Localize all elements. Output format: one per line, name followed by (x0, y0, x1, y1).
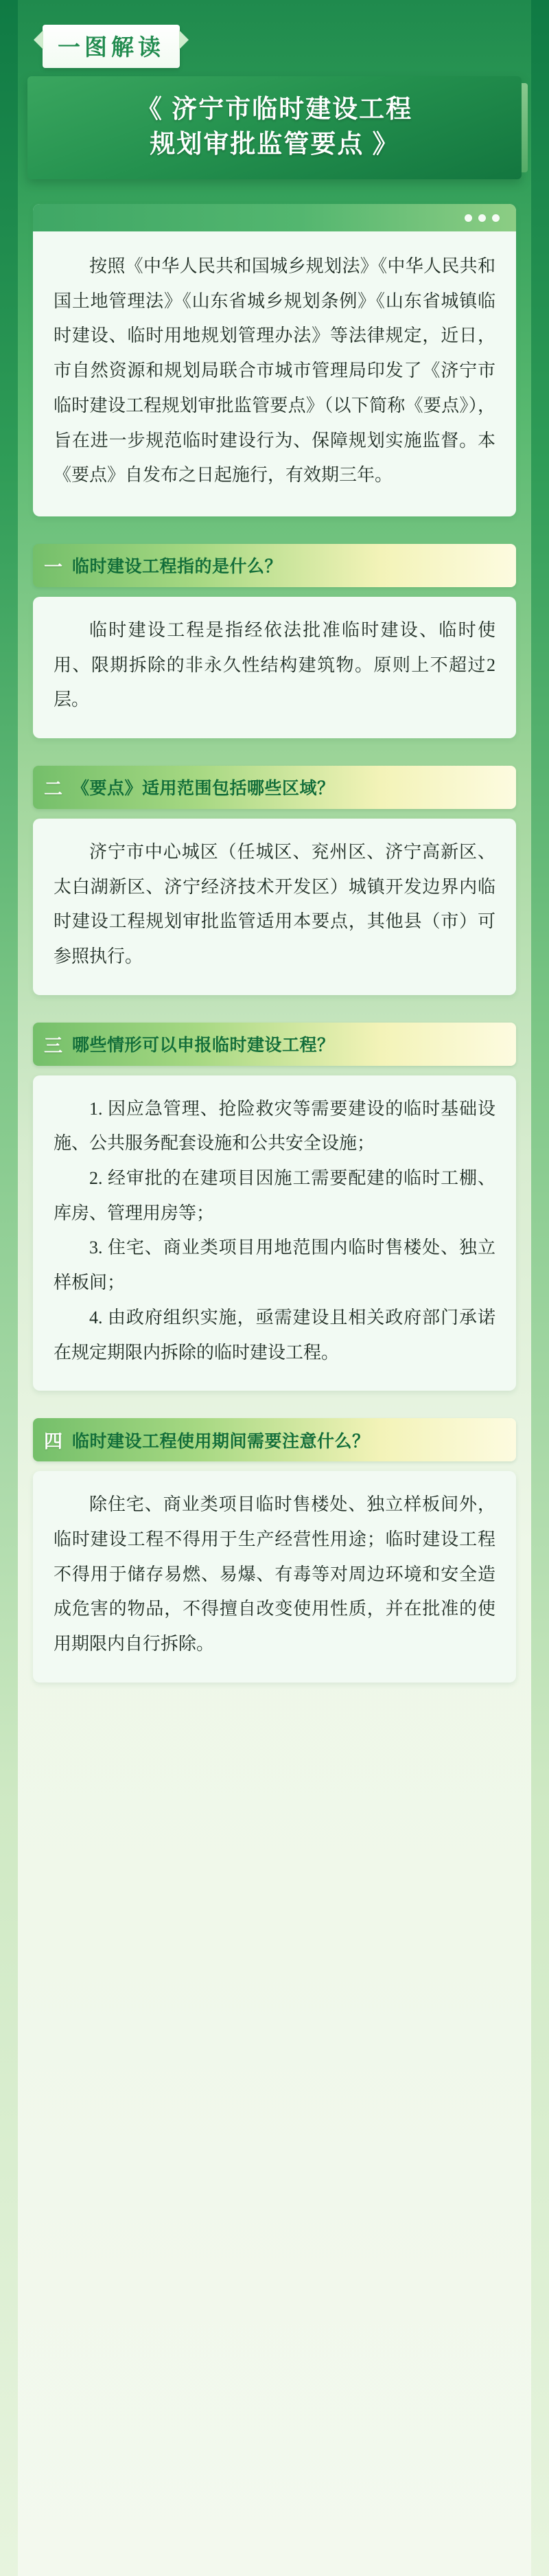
intro-body (33, 231, 516, 516)
qa-body-1 (33, 597, 516, 738)
left-edge-decoration (0, 0, 18, 2576)
intro-card-header-bar (33, 204, 516, 231)
intro-paragraph: 按照《中华人民共和国城乡规划法》《中华人民共和国土地管理法》《山东省城乡规划条例》《山东省城镇临时建设、临时用地规划管理办法》等法律规定，近日，市自然资源和规划局联合市城市管理局印发了《济宁市临时建设工程规划审批监管要点》（以下简称《要点》），旨在进一步规范临时建设行为、保障规划实施监督。本《要点》自发布之日起施行，有效期三年。 (54, 256, 495, 486)
decorative-dot-icon (478, 214, 486, 222)
bottom-spacer (18, 1683, 531, 1731)
qa-paragraph: 济宁市中心城区（任城区、兖州区、济宁高新区、太白湖新区、济宁经济技术开发区）城镇开发边界内临时建设工程规划审批监管适用本要点，其他县（市）可参照执行。 (54, 841, 495, 967)
ribbon-banner (43, 25, 214, 68)
qa-number-2: 二 (44, 778, 62, 799)
qa-section-4 (33, 1418, 516, 1682)
right-edge-decoration (531, 0, 549, 2576)
title-card (27, 76, 522, 179)
qa-header-3 (33, 1023, 516, 1066)
qa-header-1 (33, 544, 516, 587)
qa-paragraph: 除住宅、商业类项目临时售楼处、独立样板间外，临时建设工程不得用于生产经营性用途；临时建设工程不得用于储存易燃、易爆、有毒等对周边环境和安全造成危害的物品，不得擅自改变使用性质，并在批准的使用期限内自行拆除。 (54, 1494, 495, 1654)
qa-body-3 (33, 1075, 516, 1391)
qa-question-4: 临时建设工程使用期间需要注意什么？ (72, 1431, 370, 1451)
qa-question-1: 临时建设工程指的是什么？ (72, 557, 283, 577)
qa-section-3 (33, 1023, 516, 1391)
qa-number-3: 三 (44, 1035, 62, 1056)
qa-body-4 (33, 1471, 516, 1682)
decorative-dot-icon (465, 214, 472, 222)
qa-section-2 (33, 766, 516, 995)
poster-header (18, 0, 531, 186)
intro-card (33, 204, 516, 516)
poster-inner (18, 0, 531, 1758)
qa-number-1: 一 (44, 556, 62, 578)
qa-number-4: 四 (44, 1431, 62, 1452)
ribbon-label: 一图解读 (43, 25, 180, 68)
qa-question-2: 《要点》适用范围包括哪些区域？ (72, 779, 335, 799)
decorative-dot-icon (492, 214, 500, 222)
page-title-line-1: 《 济宁市临时建设工程 (136, 95, 413, 123)
qa-paragraph: 3. 住宅、商业类项目用地范围内临时售楼处、独立样板间； (54, 1238, 495, 1293)
qa-paragraph: 1. 因应急管理、抢险救灾等需要建设的临时基础设施、公共服务配套设施和公共安全设施； (54, 1098, 495, 1154)
qa-body-2 (33, 819, 516, 995)
page-title-line-2: 规划审批监管要点 》 (150, 130, 399, 159)
qa-paragraph: 2. 经审批的在建项目因施工需要配建的临时工棚、库房、管理用房等； (54, 1168, 495, 1223)
qa-header-2 (33, 766, 516, 809)
qa-header-4 (33, 1418, 516, 1461)
qa-question-3: 哪些情形可以申报临时建设工程？ (72, 1036, 335, 1056)
qa-paragraph: 4. 由政府组织实施，亟需建设且相关政府部门承诺在规定期限内拆除的临时建设工程。 (54, 1307, 495, 1363)
qa-paragraph: 临时建设工程是指经依法批准临时建设、临时使用、限期拆除的非永久性结构建筑物。原则上不超过2层。 (54, 619, 495, 710)
qa-section-1 (33, 544, 516, 738)
